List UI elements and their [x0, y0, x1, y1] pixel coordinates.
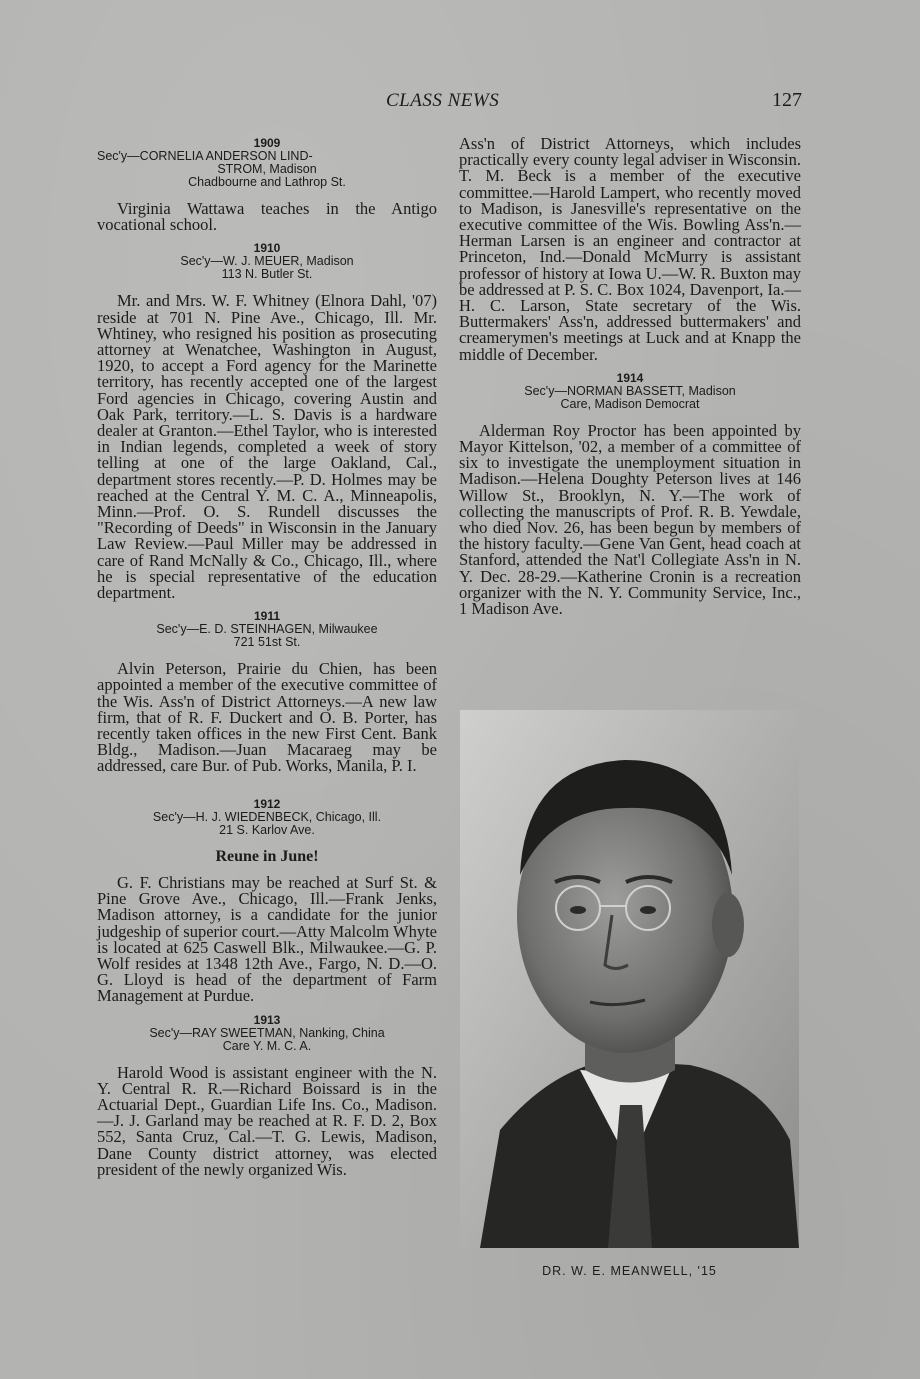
secretary-line: 721 51st St.	[233, 635, 301, 650]
year-heading-1914: 1914	[616, 370, 644, 385]
news-paragraph-1910: Mr. and Mrs. W. F. Whitney (Elnora Dahl, '07) reside at 701 N. Pine Ave., Chicago, Ill. Mr. Whtiney, who resigned his position as prosecuting attorney at Wenatchee, Washington in August, 1920, to accept a Ford agency for the Marinette territory, has recently accepted one of the largest Ford agencies in Chicago, covering Austin and Oak Park, territory.—L. S. Davis is a hardware dealer at Granton.—Ethel Taylor, who is interested in Indian legends, completed a week of story telling at one of the large Oakland, Cal., department stores recently.—P. D. Holmes may be reached at the Central Y. M. C. A., Minneapolis, Minn.—Prof. O. S. Rundell discusses the "Recording of Deeds" in Wisconsin in the January Law Review.—Paul Miller may be addressed in care of Rand McNally & Co., Chicago, Ill., where he is special representative of the education department.	[97, 291, 437, 603]
secretary-1909	[97, 150, 437, 189]
portrait-illustration	[460, 710, 799, 1248]
secretary-line: Sec'y—RAY SWEETMAN, Nanking, China	[149, 1025, 385, 1040]
year-heading-1912: 1912	[253, 796, 281, 811]
portrait-photo	[460, 710, 799, 1248]
secretary-line: Sec'y—H. J. WIEDENBECK, Chicago, Ill.	[152, 809, 382, 824]
news-paragraph-1914: Alderman Roy Proctor has been appointed by Mayor Kittelson, '02, a member of a committee of six to investigate the unemployment situation in Madison.—Helena Doughty Peterson lives at 146 Willow St., Brooklyn, N. Y.—The work of collecting the manuscripts of Prof. R. B. Yewdale, who died Nov. 26, has been begun by members of the history faculty.—Gene Van Gent, head coach at Stanford, attended the Nat'l Collegiate Ass'n in N. Y. Dec. 28-29.—Katherine Cronin is a recreation organizer with the N. Y. Community Service, Inc., 1 Madison Ave.	[459, 420, 801, 619]
year-heading-1909: 1909	[253, 136, 281, 150]
secretary-line: Sec'y—E. D. STEINHAGEN, Milwaukee	[156, 622, 378, 637]
secretary-1912	[97, 811, 437, 837]
reune-heading: Reune in June!	[215, 847, 319, 865]
secretary-line: STROM, Madison	[217, 162, 317, 176]
left-column	[97, 136, 437, 1178]
secretary-1911	[97, 623, 437, 649]
news-paragraph-1913-continued: Ass'n of District Attorneys, which includes practically every county legal adviser in Wisconsin. T. M. Beck is a member of the executive committee.—Harold Lampert, who recently moved to Madison, is Janesville's representative on the executive committee of the Wis. Bowling Ass'n.—Herman Larsen is an engineer and contractor at Princeton, Ind.—Donald McMurry is assistant professor of history at Iowa U.—W. R. Buxton may be addressed at P. S. C. Box 1024, Davenport, Ia.—H. C. Larson, State secretary of the Wis. Buttermakers' Ass'n, addressed buttermakers' and creamerymen's meetings at Luck and at Knapp the middle of December.	[459, 134, 801, 364]
page-number: 127	[772, 89, 802, 111]
year-heading-1911: 1911	[253, 609, 281, 624]
news-paragraph-1911: Alvin Peterson, Prairie du Chien, has been appointed a member of the executive committee of the Wis. Ass'n of District Attorneys.—A new law firm, that of R. F. Duckert and O. B. Porter, has recently taken offices in the new First Cent. Bank Bldg., Madison.—Juan Macaraeg may be addressed, care Bur. of Pub. Works, Manila, P. I.	[97, 659, 437, 776]
photo-caption: DR. W. E. MEANWELL, '15	[542, 1264, 717, 1278]
right-column	[459, 136, 801, 617]
secretary-line: Sec'y—W. J. MEUER, Madison	[180, 254, 354, 269]
secretary-line: Sec'y—NORMAN BASSETT, Madison	[524, 383, 736, 398]
running-title: CLASS NEWS	[386, 90, 500, 111]
secretary-1913	[97, 1027, 437, 1053]
secretary-line: 21 S. Karlov Ave.	[219, 822, 315, 837]
secretary-1910	[97, 255, 437, 281]
news-paragraph-1912: G. F. Christians may be reached at Surf St. & Pine Grove Ave., Chicago, Ill.—Frank Jenks, Madison attorney, is a candidate for the junior judgeship of superior court.—Atty Malcolm Whyte is located at 625 Caswell Blk., Milwaukee.—G. P. Wolf resides at 1348 12th Ave., Fargo, N. D.—O. G. Lloyd is head of the department of Farm Management at Purdue.	[97, 872, 437, 1006]
secretary-line: Care Y. M. C. A.	[222, 1038, 312, 1053]
secretary-1914	[459, 385, 801, 411]
secretary-line: 113 N. Butler St.	[221, 267, 313, 282]
news-paragraph-1909: Virginia Wattawa teaches in the Antigo vocational school.	[97, 199, 437, 235]
year-heading-1913: 1913	[253, 1012, 281, 1027]
secretary-line: Chadbourne and Lathrop St.	[188, 175, 346, 189]
year-heading-1910: 1910	[253, 241, 281, 256]
secretary-line: Care, Madison Democrat	[560, 396, 700, 411]
news-paragraph-1913: Harold Wood is assistant engineer with the N. Y. Central R. R.—Richard Boissard is in the Actuarial Dept., Guardian Life Ins. Co., Madison.—J. J. Garland may be reached at R. F. D. 2, Box 552, Santa Cruz, Cal.—T. G. Lewis, Madison, Dane County district attorney, was elected president of the newly organized Wis.	[97, 1062, 437, 1179]
secretary-line: Sec'y—CORNELIA ANDERSON LIND-	[97, 149, 313, 163]
